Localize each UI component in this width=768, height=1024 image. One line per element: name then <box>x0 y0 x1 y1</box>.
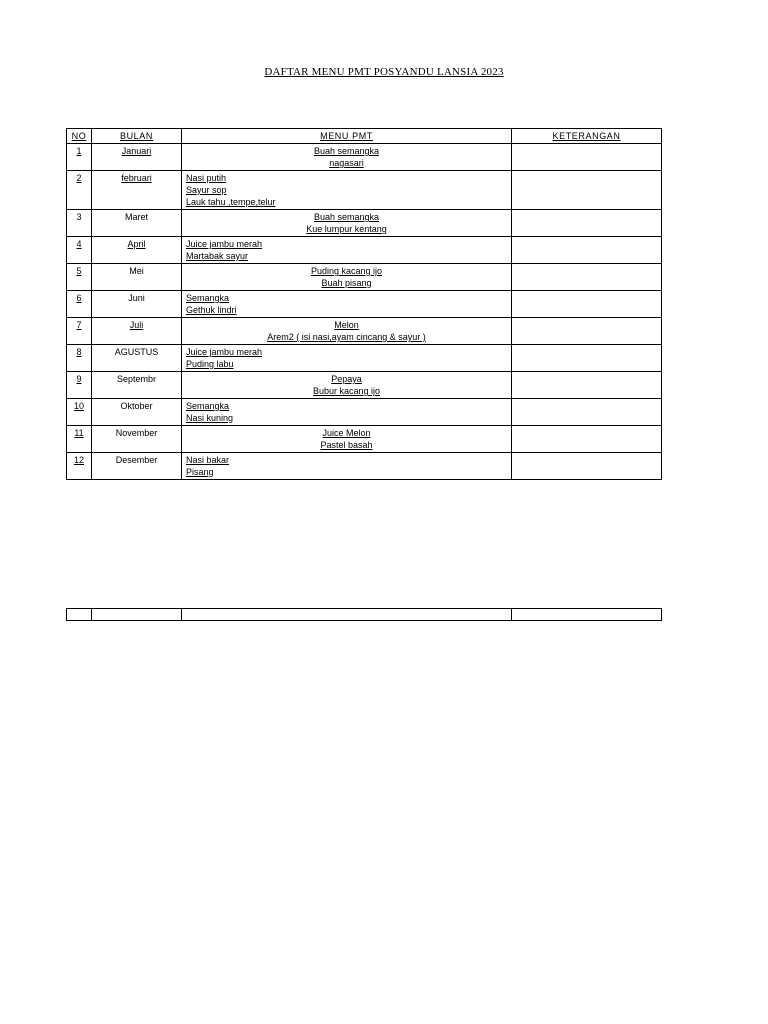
menu-item <box>186 346 507 358</box>
menu-item <box>186 292 507 304</box>
menu-item <box>186 211 507 223</box>
empty-table-row <box>66 608 662 621</box>
menu-item-text: Sayur sop <box>186 185 227 195</box>
month-cell: Desember <box>92 453 182 480</box>
table-header-row <box>67 129 662 144</box>
row-number: 1 <box>67 144 92 171</box>
menu-item-text: Semangka <box>186 401 230 411</box>
menu-item <box>186 172 507 184</box>
empty-cell <box>512 609 662 621</box>
menu-item-text: Puding labu <box>186 359 234 369</box>
menu-item-text: Juice Melon <box>322 428 371 438</box>
menu-item-text: Puding kacang ijo <box>310 266 383 276</box>
menu-item <box>186 265 507 277</box>
menu-cell <box>182 144 512 171</box>
document-title: DAFTAR MENU PMT POSYANDU LANSIA 2023 <box>264 66 504 78</box>
month-cell: februari <box>92 171 182 210</box>
keterangan-cell <box>512 345 662 372</box>
menu-item-text: nagasari <box>329 158 364 168</box>
table-row <box>67 372 662 399</box>
row-number: 10 <box>67 399 92 426</box>
header-keterangan: KETERANGAN <box>512 129 662 144</box>
table-row <box>67 345 662 372</box>
menu-item <box>186 466 507 478</box>
menu-cell <box>182 345 512 372</box>
month-cell: Juni <box>92 291 182 318</box>
menu-item-text: Martabak sayur <box>186 251 249 261</box>
keterangan-cell <box>512 372 662 399</box>
menu-item <box>186 184 507 196</box>
menu-item-text: Juice jambu merah <box>186 239 263 249</box>
menu-item-text: Arem2 ( isi nasi,ayam cincang & sayur ) <box>267 332 426 342</box>
menu-item-text: Pastel basah <box>320 440 373 450</box>
table-row <box>67 318 662 345</box>
menu-item <box>186 439 507 451</box>
menu-item-text: Buah semangka <box>313 212 380 222</box>
menu-item <box>186 454 507 466</box>
month-cell: November <box>92 426 182 453</box>
keterangan-cell <box>512 144 662 171</box>
row-number: 4 <box>67 237 92 264</box>
menu-item-text: Semangka <box>186 293 230 303</box>
table-row <box>67 291 662 318</box>
row-number: 6 <box>67 291 92 318</box>
table-row <box>67 399 662 426</box>
table-row <box>67 426 662 453</box>
menu-cell <box>182 210 512 237</box>
row-number: 8 <box>67 345 92 372</box>
menu-item <box>186 319 507 331</box>
menu-item <box>186 385 507 397</box>
row-number: 2 <box>67 171 92 210</box>
menu-item <box>186 196 507 208</box>
keterangan-cell <box>512 264 662 291</box>
month-cell: Oktober <box>92 399 182 426</box>
menu-cell <box>182 372 512 399</box>
menu-item-text: Gethuk lindri <box>186 305 237 315</box>
row-number: 7 <box>67 318 92 345</box>
row-number: 9 <box>67 372 92 399</box>
keterangan-cell <box>512 318 662 345</box>
menu-item <box>186 277 507 289</box>
menu-item <box>186 145 507 157</box>
keterangan-cell <box>512 291 662 318</box>
empty-cell <box>182 609 512 621</box>
keterangan-cell <box>512 237 662 264</box>
menu-cell <box>182 171 512 210</box>
table-row <box>67 237 662 264</box>
month-cell: April <box>92 237 182 264</box>
row-number: 3 <box>67 210 92 237</box>
menu-item <box>186 250 507 262</box>
table-row <box>67 264 662 291</box>
keterangan-cell <box>512 210 662 237</box>
table-body <box>67 144 662 480</box>
row-number: 11 <box>67 426 92 453</box>
row-number: 12 <box>67 453 92 480</box>
menu-item-text: Buah semangka <box>313 146 380 156</box>
month-cell: Mei <box>92 264 182 291</box>
month-cell: Januari <box>92 144 182 171</box>
menu-cell <box>182 264 512 291</box>
menu-item-text: Melon <box>334 320 359 330</box>
menu-item-text: Juice jambu merah <box>186 347 263 357</box>
header-bulan: BULAN <box>92 129 182 144</box>
menu-item <box>186 412 507 424</box>
table-row <box>67 144 662 171</box>
menu-item-text: Lauk tahu ,tempe,telur <box>186 197 276 207</box>
header-menu: MENU PMT <box>182 129 512 144</box>
menu-item-text: Kue lumpur kentang <box>306 224 387 234</box>
menu-item-text: Nasi bakar <box>186 455 230 465</box>
menu-item <box>186 331 507 343</box>
menu-cell <box>182 318 512 345</box>
menu-item <box>186 304 507 316</box>
menu-item <box>186 373 507 385</box>
menu-item <box>186 358 507 370</box>
month-cell: AGUSTUS <box>92 345 182 372</box>
menu-cell <box>182 399 512 426</box>
menu-cell <box>182 426 512 453</box>
month-cell: Maret <box>92 210 182 237</box>
empty-cell <box>92 609 182 621</box>
menu-table <box>66 128 662 480</box>
table-row <box>67 453 662 480</box>
menu-item <box>186 400 507 412</box>
table-row <box>67 171 662 210</box>
menu-item-text: Pisang <box>186 467 214 477</box>
month-cell: Septembr <box>92 372 182 399</box>
header-no: NO <box>67 129 92 144</box>
menu-item-text: Nasi kuning <box>186 413 234 423</box>
keterangan-cell <box>512 426 662 453</box>
keterangan-cell <box>512 171 662 210</box>
table-row <box>67 210 662 237</box>
menu-item <box>186 157 507 169</box>
empty-cell <box>67 609 92 621</box>
menu-item-text: Nasi putih <box>186 173 227 183</box>
menu-cell <box>182 453 512 480</box>
menu-item-text: Pepaya <box>331 374 362 384</box>
month-cell: Juli <box>92 318 182 345</box>
menu-cell <box>182 291 512 318</box>
menu-item <box>186 223 507 235</box>
menu-item <box>186 427 507 439</box>
menu-item-text: Buah pisang <box>321 278 372 288</box>
keterangan-cell <box>512 399 662 426</box>
menu-item-text: Bubur kacang ijo <box>312 386 381 396</box>
menu-cell <box>182 237 512 264</box>
row-number: 5 <box>67 264 92 291</box>
menu-item <box>186 238 507 250</box>
keterangan-cell <box>512 453 662 480</box>
